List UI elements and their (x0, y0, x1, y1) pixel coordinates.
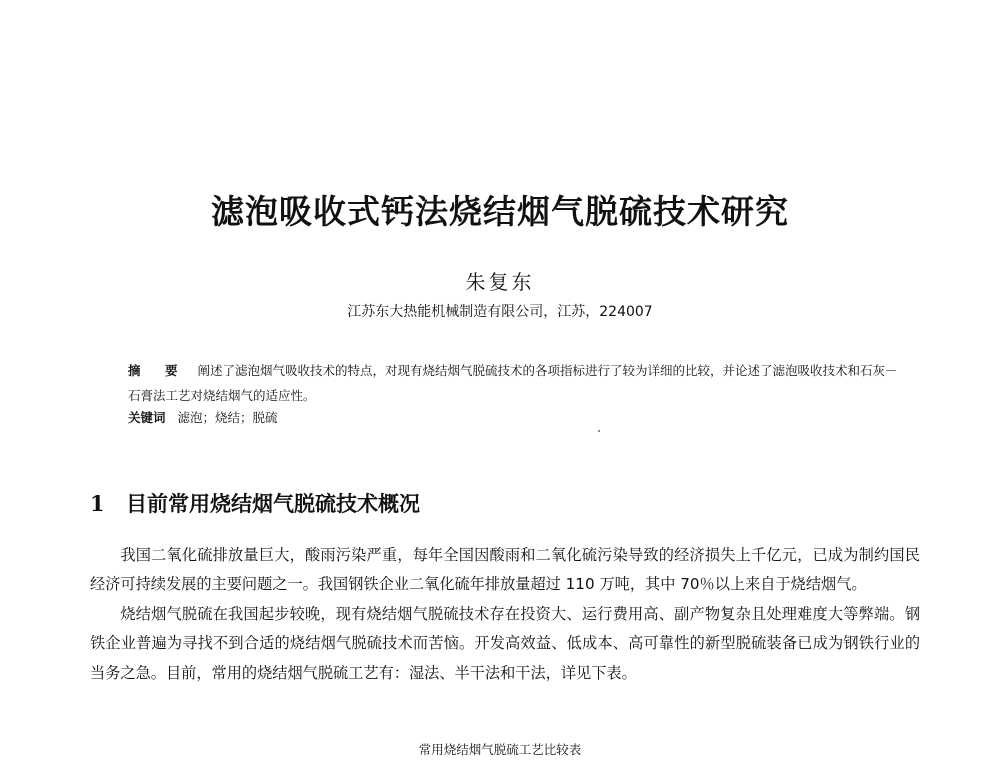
section-title: 目前常用烧结烟气脱硫技术概况 (126, 492, 420, 516)
section-body (90, 541, 920, 688)
abstract-label: 摘 要 (128, 363, 184, 378)
keywords (128, 408, 278, 426)
section-heading (90, 488, 420, 518)
stray-mark (598, 430, 600, 432)
author-affiliation: 江苏东大热能机械制造有限公司，江苏，224007 (347, 304, 653, 320)
abstract (128, 358, 898, 408)
table-caption: 常用烧结烟气脱硫工艺比较表 (418, 742, 582, 757)
author-name: 朱复东 (465, 270, 535, 294)
paper-title: 滤泡吸收式钙法烧结烟气脱硫技术研究 (211, 192, 789, 231)
keywords-label: 关键词 (128, 410, 166, 425)
paragraph: 烧结烟气脱硫在我国起步较晚，现有烧结烟气脱硫技术存在投资大、运行费用高、副产物复杂且处理难度大等弊端。钢铁企业普遍为寻找不到合适的烧结烟气脱硫技术而苦恼。开发高效益、低成本、高可靠性的新型脱硫装备已成为钢铁行业的当务之急。目前，常用的烧结烟气脱硫工艺有：湿法、半干法和干法，详见下表。 (90, 604, 920, 682)
abstract-text: 阐述了滤泡烟气吸收技术的特点，对现有烧结烟气脱硫技术的各项指标进行了较为详细的比较，并论述了滤泡吸收技术和石灰－石膏法工艺对烧结烟气的适应性。 (128, 363, 898, 403)
section-number: 1 (90, 491, 105, 516)
keywords-text: 滤泡；烧结；脱硫 (177, 410, 278, 425)
paragraph: 我国二氧化硫排放量巨大，酸雨污染严重，每年全国因酸雨和二氧化硫污染导致的经济损失上千亿元，已成为制约国民经济可持续发展的主要问题之一。我国钢铁企业二氧化硫年排放量超过 110 万吨，其中 70％以上来自于烧结烟气。 (90, 546, 920, 594)
